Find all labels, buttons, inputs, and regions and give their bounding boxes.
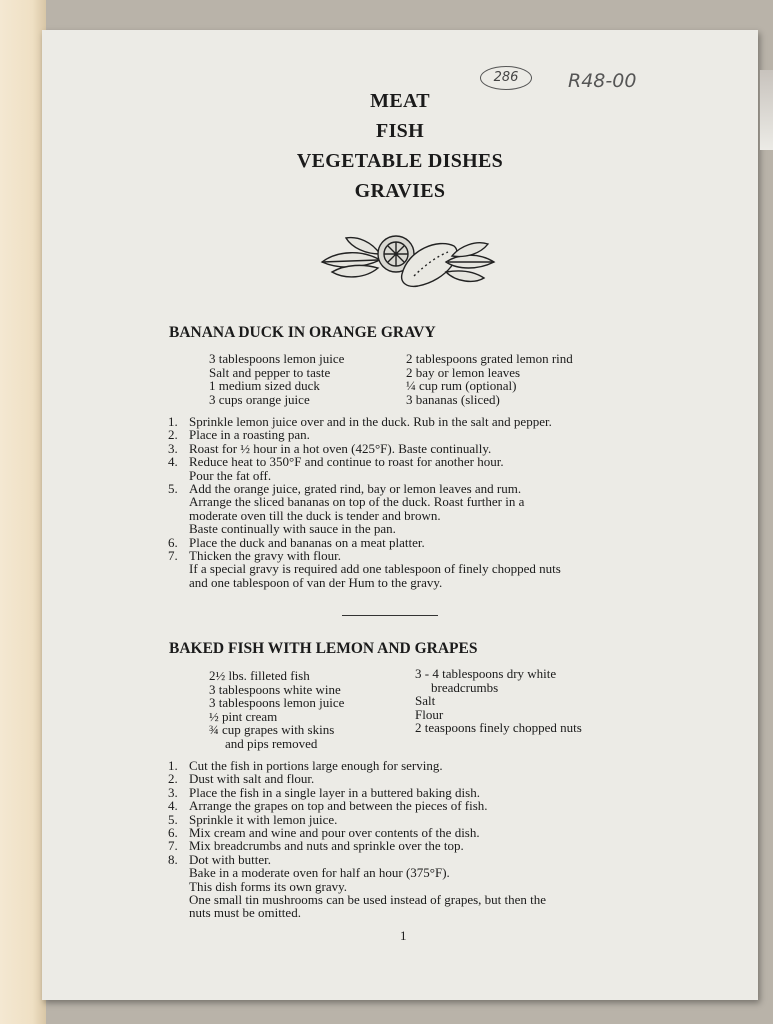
- step-text: Cut the fish in portions large enough for serving.: [189, 758, 443, 773]
- step-number: 4.: [168, 798, 178, 814]
- ingredient-item: Salt: [415, 693, 436, 709]
- step-number: 4.: [168, 454, 178, 470]
- step-item: [168, 549, 668, 589]
- ingredient-item: 3 tablespoons white wine: [209, 681, 341, 697]
- title-line-fish: FISH: [376, 120, 424, 142]
- step-text: Sprinkle it with lemon juice.: [189, 811, 338, 827]
- section-divider: [342, 615, 438, 616]
- ingredient-item: and pips removed: [225, 735, 318, 751]
- step-text: If a special gravy is required add one tablespoon of finely chopped nuts: [189, 561, 561, 577]
- ingredient-item: 2½ lbs. filleted fish: [209, 668, 310, 683]
- step-number: 2.: [168, 427, 178, 443]
- step-item: [168, 799, 668, 812]
- step-text: Sprinkle lemon juice over and in the duck. Rub in the salt and pepper.: [189, 414, 552, 429]
- step-text: Reduce heat to 350°F and continue to roast for another hour.: [189, 454, 504, 470]
- ingredient-item: Flour: [415, 706, 444, 722]
- step-item: [168, 772, 668, 785]
- recipe-title-baked-fish: BAKED FISH WITH LEMON AND GRAPES: [169, 640, 478, 657]
- step-text: Dot with butter.: [189, 851, 271, 867]
- step-text: Bake in a moderate oven for half an hour (375°F).: [189, 865, 450, 881]
- step-item: [168, 759, 668, 772]
- ingredient-item: 1 medium sized duck: [209, 378, 320, 394]
- step-item: [168, 455, 668, 482]
- ingredients-right-recipe2: [415, 667, 582, 735]
- step-item: [168, 442, 668, 455]
- page-number: 1: [400, 928, 407, 943]
- step-text: and one tablespoon of van der Hum to the gravy.: [189, 574, 443, 590]
- ingredients-left-recipe2: [209, 669, 344, 751]
- recipe-title-banana-duck: BANANA DUCK IN ORANGE GRAVY: [169, 324, 436, 341]
- step-text: Arrange the grapes on top and between the pieces of fish.: [189, 798, 488, 814]
- ingredient-item: ¼ cup rum (optional): [406, 378, 517, 394]
- ingredient-item: 2 teaspoons finely chopped nuts: [415, 720, 582, 736]
- page-corner-shadow: [760, 70, 773, 150]
- ingredient-item: 3 tablespoons lemon juice: [209, 351, 345, 366]
- step-text: Thicken the gravy with flour.: [189, 548, 341, 564]
- step-text: Place the fish in a single layer in a buttered baking dish.: [189, 784, 480, 800]
- step-text: Baste continually with sauce in the pan.: [189, 521, 396, 537]
- step-number: 2.: [168, 771, 178, 787]
- ingredient-item: ¾ cup grapes with skins: [209, 722, 335, 738]
- ingredient-item: 3 bananas (sliced): [406, 391, 500, 407]
- steps-recipe1: [168, 415, 668, 589]
- step-text: Place the duck and bananas on a meat platter.: [189, 534, 425, 550]
- step-number: 7.: [168, 838, 178, 854]
- title-line-gravies: GRAVIES: [354, 180, 446, 202]
- ingredient-item: 2 bay or lemon leaves: [406, 364, 521, 380]
- book-page: [42, 30, 758, 1000]
- step-text: moderate oven till the duck is tender and brown.: [189, 507, 441, 523]
- ingredients-left-recipe1: [209, 352, 344, 406]
- book-cover-edge: [0, 0, 46, 1024]
- steps-recipe2: [168, 759, 668, 920]
- step-number: 1.: [168, 758, 178, 773]
- step-text: Dust with salt and flour.: [189, 771, 315, 787]
- step-text: Pour the fat off.: [189, 467, 272, 483]
- step-number: 1.: [168, 414, 178, 429]
- title-line-meat: MEAT: [370, 90, 430, 112]
- step-text: Add the orange juice, grated rind, bay or lemon leaves and rum.: [189, 481, 522, 497]
- step-number: 7.: [168, 548, 178, 564]
- step-item: [168, 839, 668, 852]
- step-number: 8.: [168, 851, 178, 867]
- step-item: [168, 536, 668, 549]
- chapter-title: [42, 86, 758, 206]
- step-item: [168, 813, 668, 826]
- step-text: nuts must be omitted.: [189, 905, 301, 921]
- step-item: [168, 415, 668, 428]
- handwritten-price: R48-00: [568, 70, 637, 92]
- step-item: [168, 482, 668, 536]
- step-text: This dish forms its own gravy.: [189, 878, 348, 894]
- step-text: Roast for ½ hour in a hot oven (425°F). Baste continually.: [189, 440, 492, 456]
- step-number: 5.: [168, 481, 178, 497]
- step-number: 6.: [168, 825, 178, 841]
- ingredient-item: ½ pint cream: [209, 708, 278, 724]
- ingredient-item: 3 - 4 tablespoons dry white: [415, 666, 557, 681]
- ingredients-right-recipe1: [406, 352, 573, 406]
- ingredient-item: 2 tablespoons grated lemon rind: [406, 351, 573, 366]
- step-text: Place in a roasting pan.: [189, 427, 310, 443]
- step-item: [168, 428, 668, 441]
- title-line-vegetable-dishes: VEGETABLE DISHES: [296, 150, 504, 172]
- step-text: One small tin mushrooms can be used instead of grapes, but then the: [189, 892, 547, 908]
- step-text: Arrange the sliced bananas on top of the duck. Roast further in a: [189, 494, 525, 510]
- step-text: Mix breadcrumbs and nuts and sprinkle over the top.: [189, 838, 464, 854]
- step-text: Mix cream and wine and pour over contents of the dish.: [189, 825, 480, 841]
- ingredient-item: Salt and pepper to taste: [209, 364, 331, 380]
- step-number: 3.: [168, 440, 178, 456]
- lemon-leaf-ornament-icon: [318, 230, 498, 294]
- step-item: [168, 786, 668, 799]
- ingredient-item: 3 cups orange juice: [209, 391, 310, 407]
- step-number: 6.: [168, 534, 178, 550]
- step-number: 5.: [168, 811, 178, 827]
- step-number: 3.: [168, 784, 178, 800]
- ingredient-item: 3 tablespoons lemon juice: [209, 695, 345, 711]
- step-item: [168, 826, 668, 839]
- handwritten-code: 286: [480, 66, 532, 90]
- step-item: [168, 853, 668, 920]
- ingredient-item: breadcrumbs: [431, 679, 499, 695]
